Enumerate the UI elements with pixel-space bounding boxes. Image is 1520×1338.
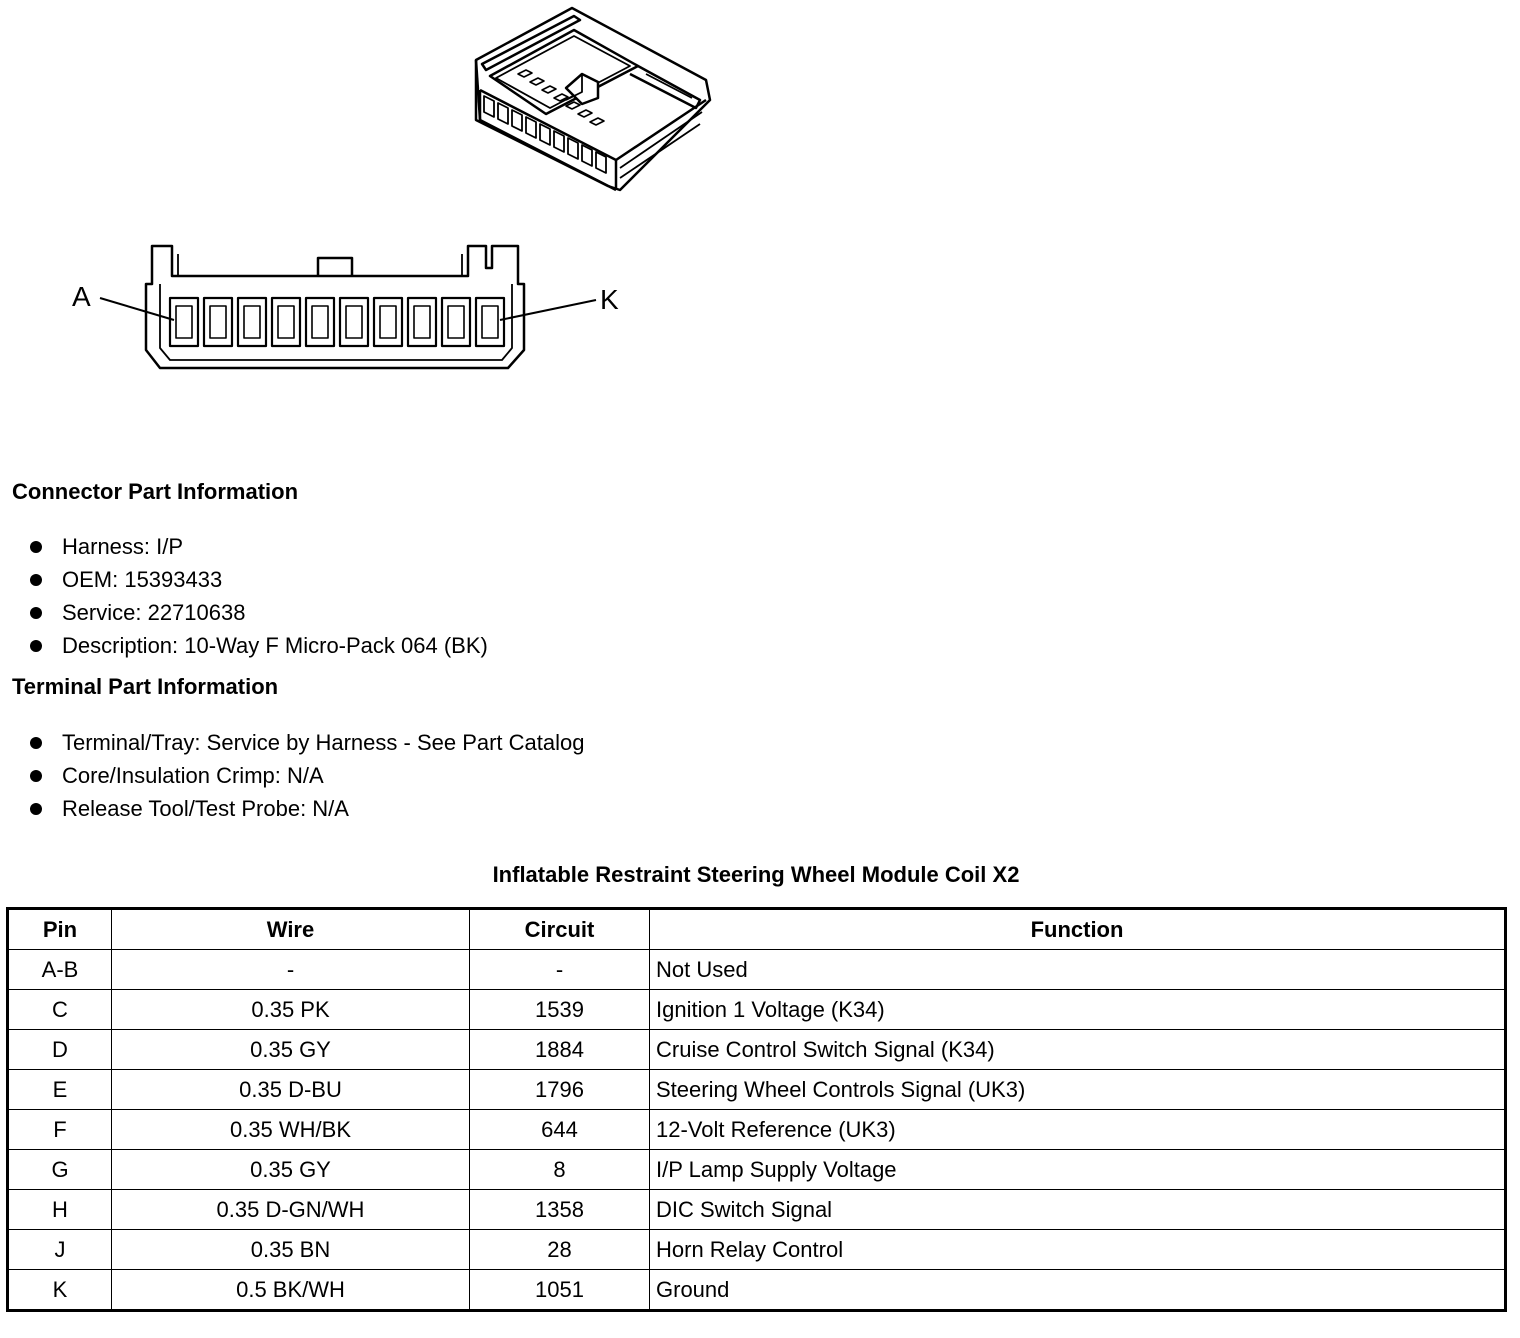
table-row <box>8 1110 1506 1150</box>
list-item <box>30 792 585 825</box>
function-cell: Ignition 1 Voltage (K34) <box>650 990 1506 1030</box>
table-header-row <box>8 909 1506 950</box>
function-cell: Cruise Control Switch Signal (K34) <box>650 1030 1506 1070</box>
circuit-cell: 1539 <box>470 990 650 1030</box>
circuit-cell: 1884 <box>470 1030 650 1070</box>
function-cell: Ground <box>650 1270 1506 1311</box>
table-row <box>8 1030 1506 1070</box>
terminal-part-info-list <box>30 726 585 825</box>
wire-cell: 0.35 BN <box>112 1230 470 1270</box>
description-text: Description: 10-Way F Micro-Pack 064 (BK) <box>62 633 488 658</box>
table-row <box>8 1150 1506 1190</box>
bullet-icon <box>30 574 42 586</box>
bullet-icon <box>30 770 42 782</box>
circuit-cell: - <box>470 950 650 990</box>
table-row <box>8 1190 1506 1230</box>
table-title: Inflatable Restraint Steering Wheel Module Coil X2 <box>492 862 1020 887</box>
release-tool-text: Release Tool/Test Probe: N/A <box>62 796 349 821</box>
circuit-cell: 644 <box>470 1110 650 1150</box>
wire-cell: 0.35 GY <box>112 1150 470 1190</box>
wire-cell: 0.35 GY <box>112 1030 470 1070</box>
wire-cell: 0.35 WH/BK <box>112 1110 470 1150</box>
pin-cell: K <box>8 1270 112 1311</box>
pin-cell: D <box>8 1030 112 1070</box>
list-item <box>30 563 488 596</box>
table-row <box>8 1230 1506 1270</box>
table-row <box>8 1270 1506 1311</box>
bullet-icon <box>30 640 42 652</box>
bullet-icon <box>30 737 42 749</box>
list-item <box>30 726 585 759</box>
pin-cell: G <box>8 1150 112 1190</box>
table-row <box>8 990 1506 1030</box>
list-item <box>30 530 488 563</box>
oem-text: OEM: 15393433 <box>62 567 223 592</box>
crimp-text: Core/Insulation Crimp: N/A <box>62 763 324 788</box>
wire-cell: 0.35 PK <box>112 990 470 1030</box>
function-cell: Steering Wheel Controls Signal (UK3) <box>650 1070 1506 1110</box>
function-cell: DIC Switch Signal <box>650 1190 1506 1230</box>
connector-part-info-title: Connector Part Information <box>12 479 299 504</box>
bullet-icon <box>30 803 42 815</box>
function-column-header: Function <box>650 909 1506 950</box>
circuit-cell: 1796 <box>470 1070 650 1110</box>
pin-cell: J <box>8 1230 112 1270</box>
circuit-cell: 1358 <box>470 1190 650 1230</box>
function-cell: Not Used <box>650 950 1506 990</box>
pin-table <box>6 907 1507 1312</box>
wire-cell: - <box>112 950 470 990</box>
pin-column-header: Pin <box>8 909 112 950</box>
wire-cell: 0.5 BK/WH <box>112 1270 470 1311</box>
circuit-cell: 8 <box>470 1150 650 1190</box>
circuit-cell: 1051 <box>470 1270 650 1311</box>
wire-cell: 0.35 D-GN/WH <box>112 1190 470 1230</box>
wire-column-header: Wire <box>112 909 470 950</box>
connector-isometric-illustration <box>470 0 720 200</box>
harness-text: Harness: I/P <box>62 534 184 559</box>
service-text: Service: 22710638 <box>62 600 246 625</box>
connector-part-info-list <box>30 530 488 662</box>
terminal-tray-text: Terminal/Tray: Service by Harness - See Part Catalog <box>62 730 585 755</box>
list-item <box>30 629 488 662</box>
circuit-column-header: Circuit <box>470 909 650 950</box>
list-item <box>30 759 585 792</box>
function-cell: 12-Volt Reference (UK3) <box>650 1110 1506 1150</box>
list-item <box>30 596 488 629</box>
function-cell: I/P Lamp Supply Voltage <box>650 1150 1506 1190</box>
pin-cell: H <box>8 1190 112 1230</box>
pin-a-label: A <box>72 281 91 312</box>
bullet-icon <box>30 541 42 553</box>
pin-cell: C <box>8 990 112 1030</box>
table-row <box>8 1070 1506 1110</box>
pin-cell: F <box>8 1110 112 1150</box>
pin-cell: E <box>8 1070 112 1110</box>
circuit-cell: 28 <box>470 1230 650 1270</box>
bullet-icon <box>30 607 42 619</box>
table-row <box>8 950 1506 990</box>
wire-cell: 0.35 D-BU <box>112 1070 470 1110</box>
terminal-part-info-title: Terminal Part Information <box>12 674 279 699</box>
function-cell: Horn Relay Control <box>650 1230 1506 1270</box>
connector-face-view-diagram <box>60 232 660 382</box>
pin-cell: A-B <box>8 950 112 990</box>
pin-k-label: K <box>600 284 619 315</box>
